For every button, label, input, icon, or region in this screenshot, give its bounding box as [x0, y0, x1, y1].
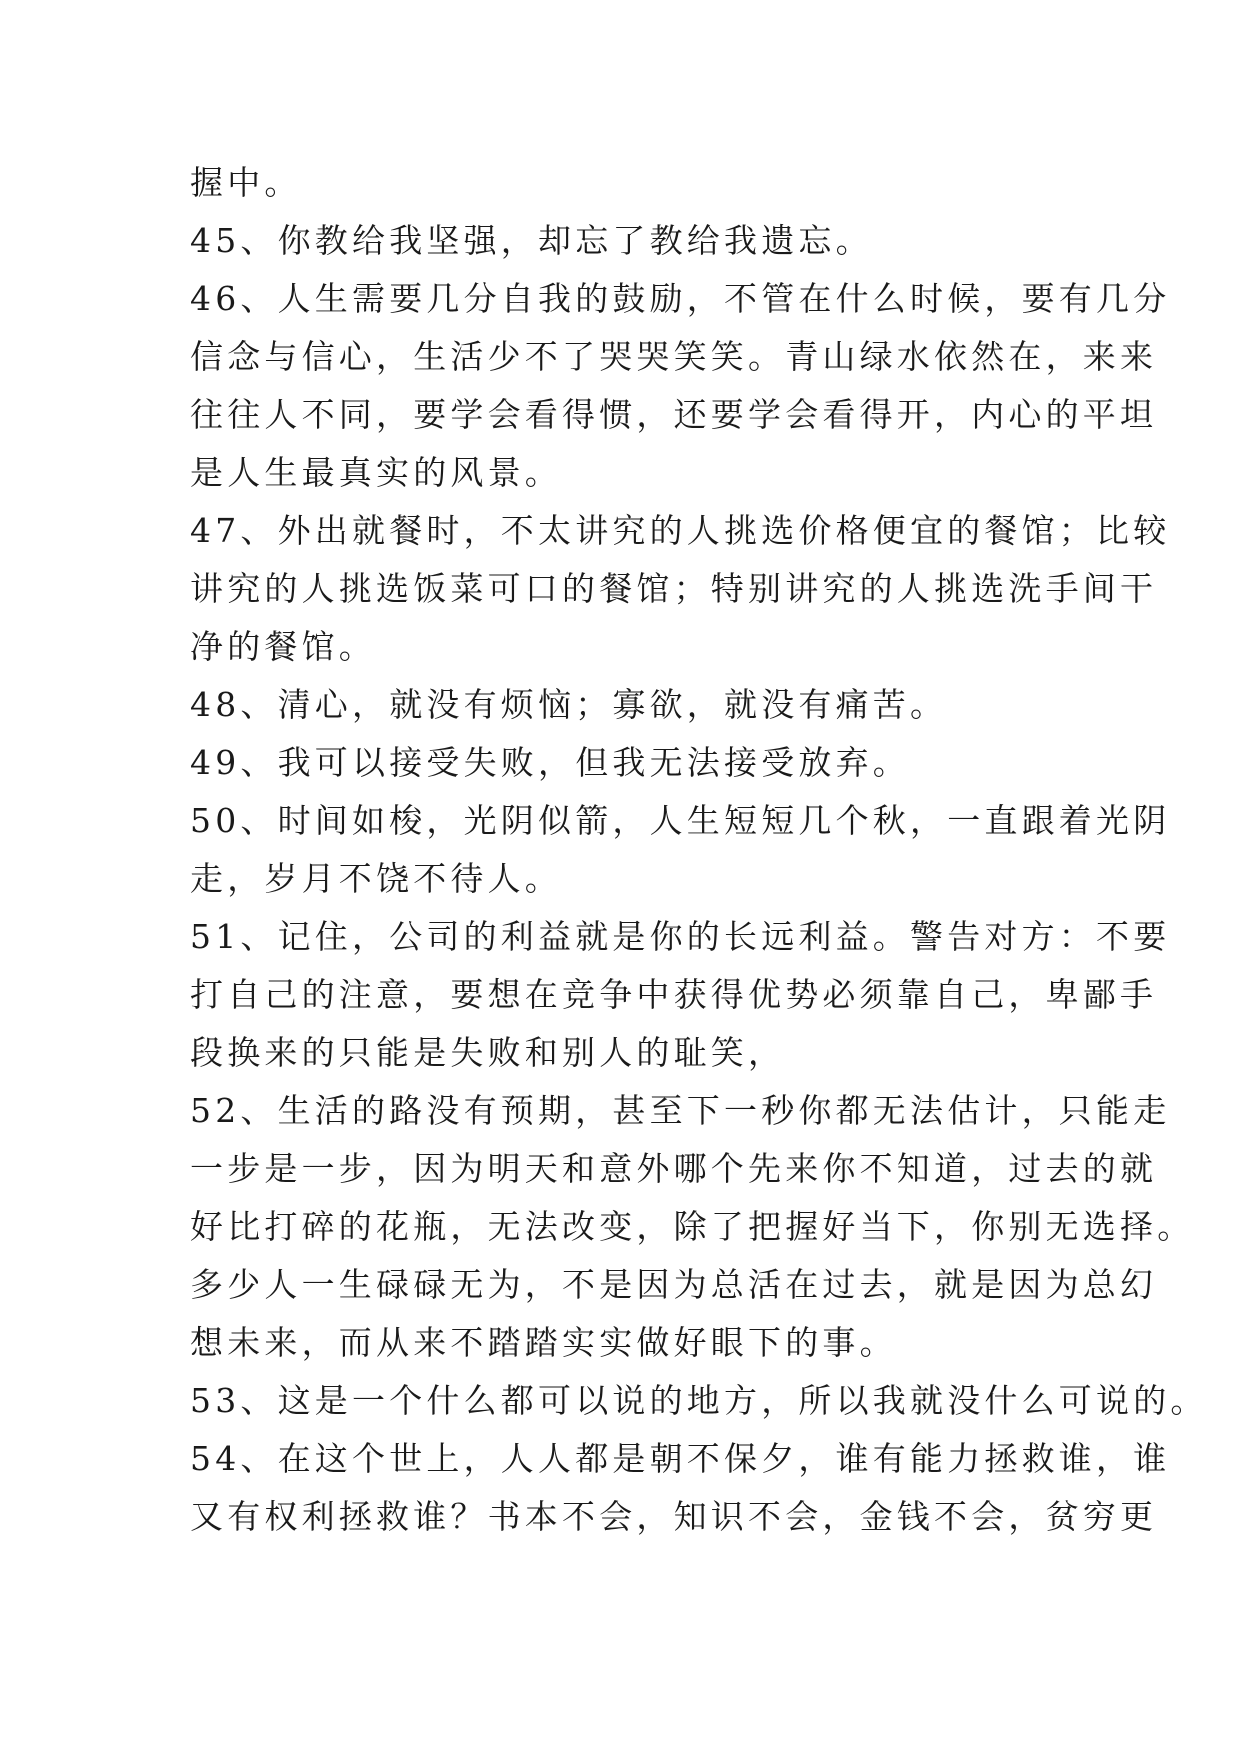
text-line: 51、记住，公司的利益就是你的长远利益。警告对方：不要	[190, 917, 1171, 956]
text-line: 多少人一生碌碌无为，不是因为总活在过去，就是因为总幻	[190, 1265, 1158, 1304]
text-line: 53、这是一个什么都可以说的地方，所以我就没什么可说的。	[190, 1381, 1208, 1420]
text-line: 45、你教给我坚强，却忘了教给我遗忘。	[190, 221, 873, 260]
text-line: 好比打碎的花瓶，无法改变，除了把握好当下，你别无选择。	[190, 1207, 1195, 1246]
text-line: 想未来，而从来不踏踏实实做好眼下的事。	[190, 1323, 897, 1362]
text-line: 往往人不同，要学会看得惯，还要学会看得开，内心的平坦	[190, 395, 1158, 434]
text-line: 讲究的人挑选饭菜可口的餐馆；特别讲究的人挑选洗手间干	[190, 569, 1158, 608]
text-line: 净的餐馆。	[190, 627, 376, 666]
text-line: 是人生最真实的风景。	[190, 453, 562, 492]
text-line: 打自己的注意，要想在竞争中获得优势必须靠自己，卑鄙手	[190, 975, 1158, 1014]
text-line: 54、在这个世上，人人都是朝不保夕，谁有能力拯救谁，谁	[190, 1439, 1171, 1478]
text-line: 一步是一步，因为明天和意外哪个先来你不知道，过去的就	[190, 1149, 1158, 1188]
text-line: 48、清心，就没有烦恼；寡欲，就没有痛苦。	[190, 685, 948, 724]
text-line: 段换来的只能是失败和别人的耻笑，	[190, 1033, 786, 1072]
text-line: 握中。	[190, 163, 302, 202]
text-line: 52、生活的路没有预期，甚至下一秒你都无法估计，只能走	[190, 1091, 1171, 1130]
text-line: 信念与信心，生活少不了哭哭笑笑。青山绿水依然在，来来	[190, 337, 1158, 376]
text-line: 50、时间如梭，光阴似箭，人生短短几个秋，一直跟着光阴	[190, 801, 1171, 840]
text-line: 走，岁月不饶不待人。	[190, 859, 562, 898]
text-line: 又有权利拯救谁？书本不会，知识不会，金钱不会，贫穷更	[190, 1497, 1158, 1536]
text-line: 49、我可以接受失败，但我无法接受放弃。	[190, 743, 910, 782]
text-line: 47、外出就餐时，不太讲究的人挑选价格便宜的餐馆；比较	[190, 511, 1171, 550]
text-line: 46、人生需要几分自我的鼓励，不管在什么时候，要有几分	[190, 279, 1171, 318]
